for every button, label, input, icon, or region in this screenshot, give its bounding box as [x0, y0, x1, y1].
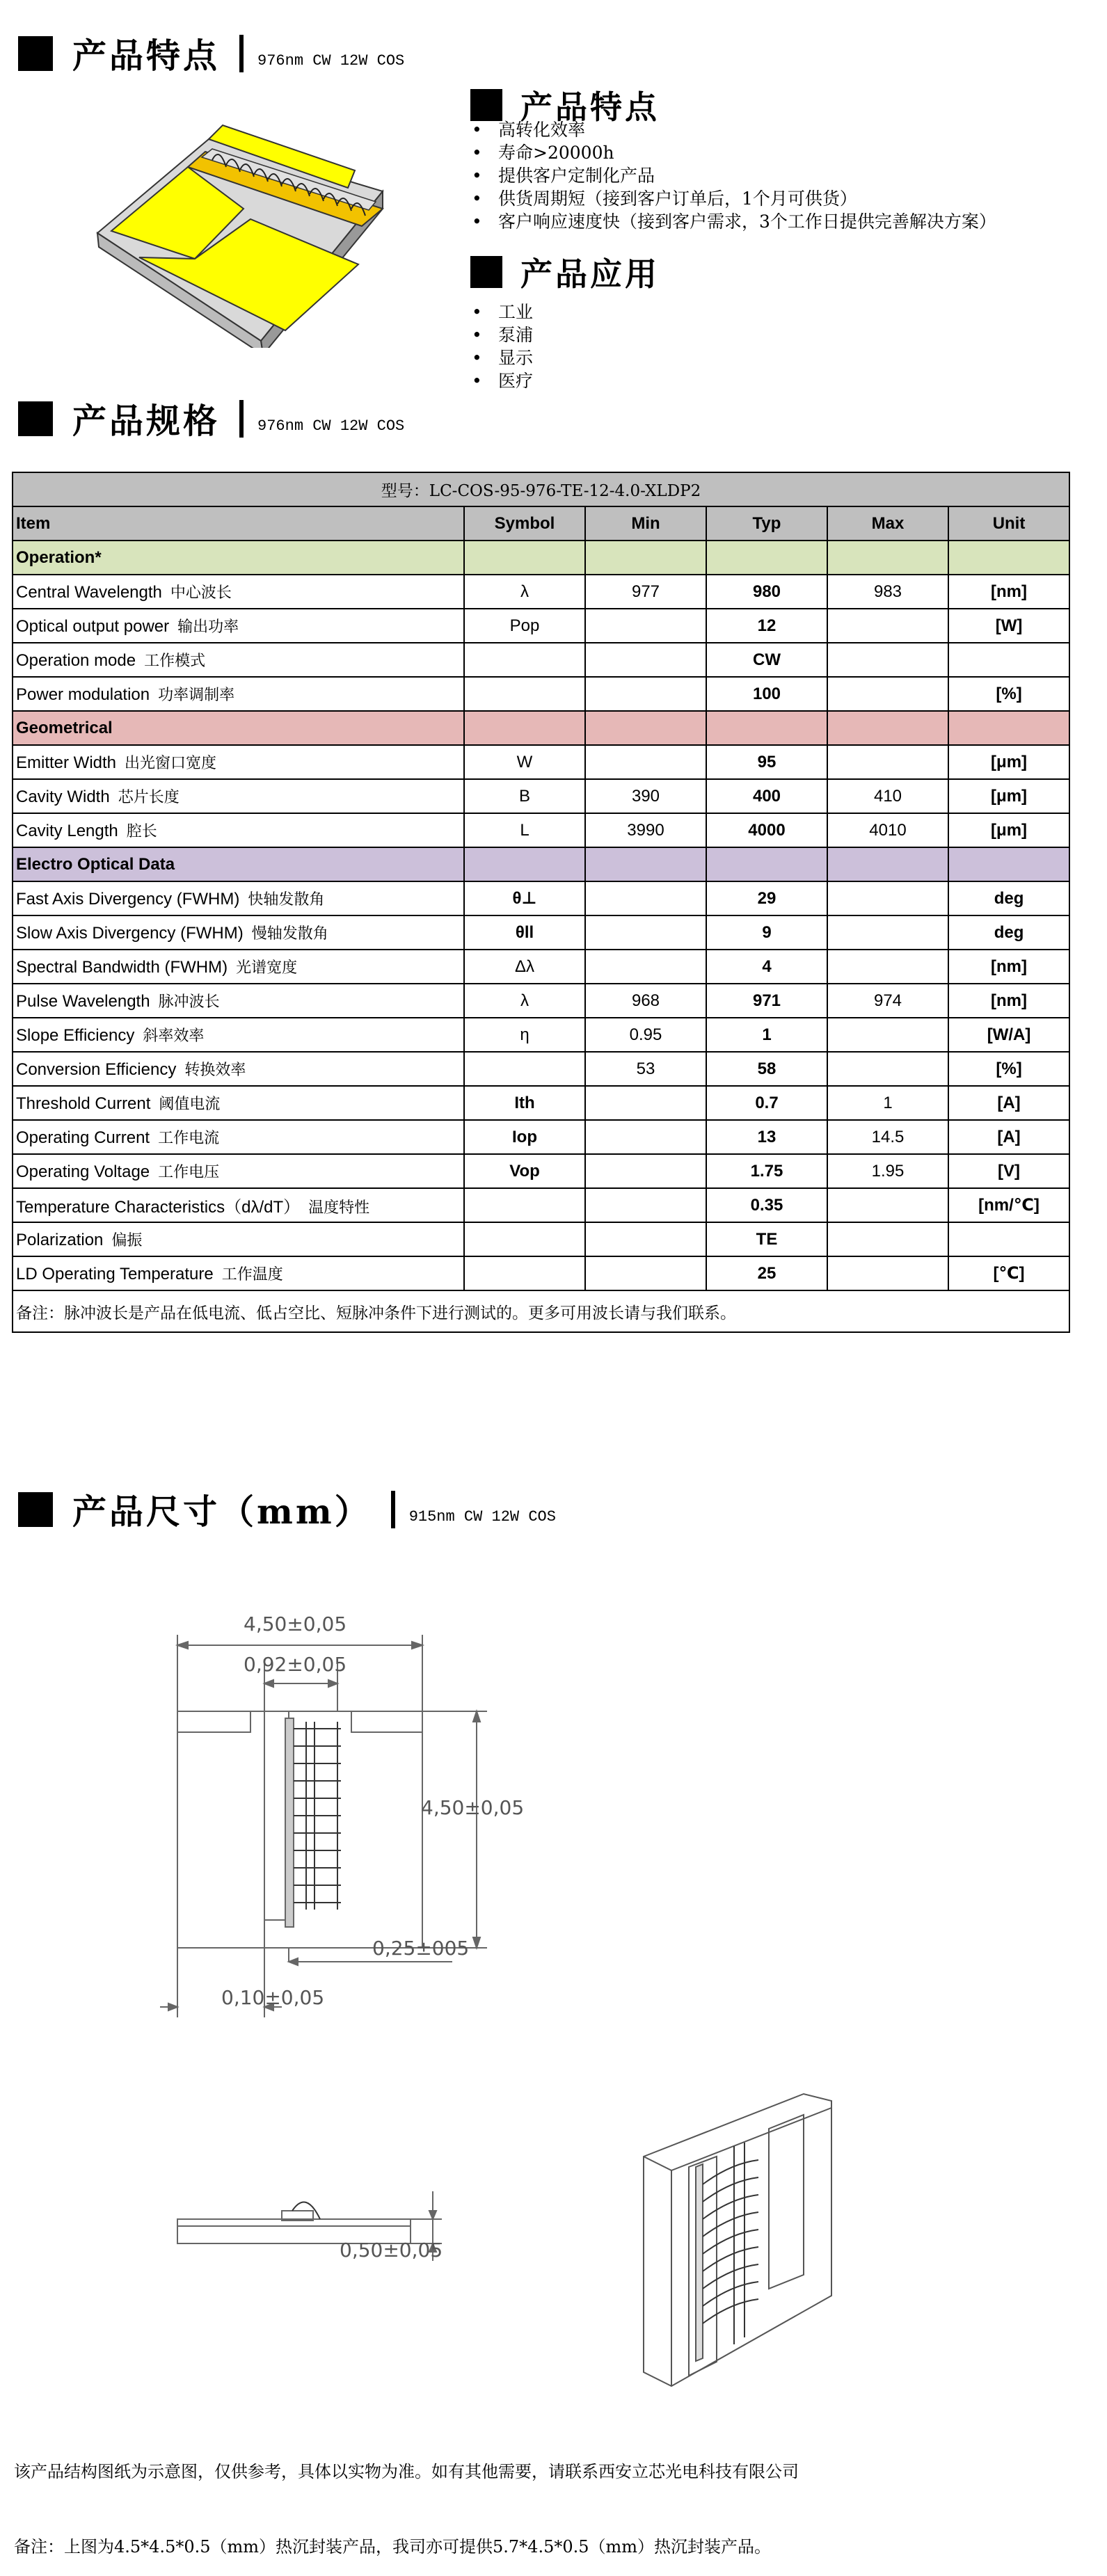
list-item: • 寿命>20000h [472, 143, 614, 163]
table-row: Threshold Current 阈值电流 Ith 0.7 1 [A] [13, 1086, 1069, 1120]
list-item: • 客户响应速度快（接到客户需求，3个工作日提供完善解决方案） [472, 211, 996, 232]
group-label: Operation* [13, 541, 464, 575]
table-row: Fast Axis Divergency (FWHM) 快轴发散角 θ⊥ 29 deg [13, 881, 1069, 915]
table-note-row [13, 1290, 1069, 1332]
list-item: • 医疗 [472, 371, 534, 391]
features-list [468, 118, 996, 233]
table-row: Operating Current 工作电流 Iop 13 14.5 [A] [13, 1120, 1069, 1154]
table-note: 备注：脉冲波长是产品在低电流、低占空比、短脉冲条件下进行测试的。更多可用波长请与我们联系。 [13, 1290, 1069, 1332]
table-row: Conversion Efficiency 转换效率 53 58 [%] [13, 1052, 1069, 1086]
list-item: • 显示 [472, 348, 534, 368]
table-row: Cavity Width 芯片长度 B 390 400 410 [μm] [13, 779, 1069, 813]
section-header-dimensions [18, 1489, 556, 1530]
section-subtitle: 915nm CW 12W COS [408, 1507, 556, 1526]
applications-list [468, 301, 533, 392]
column-header: Item [13, 506, 464, 541]
section-title: 产品规格 [72, 401, 221, 441]
column-header: Symbol [464, 506, 585, 541]
section-header-spec [18, 398, 404, 440]
square-bullet-icon [18, 1492, 53, 1527]
applications-header [470, 249, 660, 295]
divider [391, 1491, 395, 1528]
dim-height-label: 4,50±0,05 [421, 1796, 525, 1819]
table-row: Spectral Bandwidth (FWHM) 光谱宽度 Δλ 4 [nm] [13, 950, 1069, 984]
section-title: 产品特点 [72, 35, 221, 76]
dim-thickness-label: 0,50±0,05 [340, 2239, 443, 2262]
drawing-disclaimer: 该产品结构图纸为示意图，仅供参考，具体以实物为准。如有其他需要，请联系西安立芯光电科技有限公司 [14, 2462, 799, 2481]
dim-offset-label: 0,10±0,05 [221, 1986, 325, 2009]
section-subtitle: 976nm CW 12W COS [257, 417, 405, 435]
table-row: LD Operating Temperature 工作温度 25 [℃] [13, 1256, 1069, 1290]
table-row: Optical output power 输出功率 Pop 12 [W] [13, 609, 1069, 643]
divider [239, 400, 244, 438]
table-row: Operation mode 工作模式 CW [13, 643, 1069, 677]
table-row: Emitter Width 出光窗口宽度 W 95 [μm] [13, 745, 1069, 779]
column-header: Typ [706, 506, 827, 541]
column-header: Unit [948, 506, 1069, 541]
spec-table [12, 472, 1070, 1333]
column-header: Max [827, 506, 948, 541]
model-number: 型号：LC-COS-95-976-TE-12-4.0-XLDP2 [13, 472, 1069, 506]
table-row: Temperature Characteristics（dλ/dT） 温度特性 0.35 [nm/℃] [13, 1188, 1069, 1222]
applications-title: 产品应用 [520, 255, 660, 293]
list-item: • 泵浦 [472, 325, 534, 345]
table-row: Pulse Wavelength 脉冲波长 λ 968 971 974 [nm] [13, 984, 1069, 1018]
group-row-electro-optical [13, 847, 1069, 881]
table-row: Slow Axis Divergency (FWHM) 慢轴发散角 θll 9 deg [13, 915, 1069, 950]
table-row: Cavity Length 腔长 L 3990 4000 4010 [μm] [13, 813, 1069, 847]
list-item: • 高转化效率 [472, 120, 586, 140]
divider [239, 35, 244, 72]
section-title: 产品尺寸（mm） [72, 1491, 372, 1532]
table-row: Polarization 偏振 TE [13, 1222, 1069, 1256]
dim-edge-label: 0,25±005 [372, 1937, 470, 1960]
column-header: Min [585, 506, 706, 541]
square-bullet-icon [18, 401, 53, 436]
package-note: 备注：上图为4.5*4.5*0.5（mm）热沉封装产品，我司亦可提供5.7*4.5*0.5（mm）热沉封装产品。 [14, 2537, 772, 2557]
group-row-geometrical [13, 711, 1069, 745]
group-label: Electro Optical Data [13, 847, 464, 881]
section-subtitle: 976nm CW 12W COS [257, 51, 405, 70]
group-row-operation [13, 541, 1069, 575]
dim-inner-label: 0,92±0,05 [244, 1653, 347, 1676]
list-item: • 提供客户定制化产品 [472, 166, 655, 186]
isometric-drawing [630, 2080, 845, 2400]
list-item: • 供货周期短（接到客户订单后，1个月可供货） [472, 189, 857, 209]
product-image [83, 97, 397, 348]
table-row: Power modulation 功率调制率 100 [%] [13, 677, 1069, 711]
section-header-features [18, 33, 404, 74]
table-row: Slope Efficiency 斜率效率 η 0.95 1 [W/A] [13, 1018, 1069, 1052]
table-row: Operating Voltage 工作电压 Vop 1.75 1.95 [V] [13, 1154, 1069, 1188]
square-bullet-icon [18, 36, 53, 71]
features-title: 产品特点 [520, 88, 660, 126]
list-item: • 工业 [472, 302, 534, 322]
dim-width-label: 4,50±0,05 [244, 1613, 347, 1635]
table-row: Central Wavelength 中心波长 λ 977 980 983 [nm] [13, 575, 1069, 609]
table-header-row [13, 506, 1069, 541]
square-bullet-icon [470, 89, 502, 121]
group-label: Geometrical [13, 711, 464, 745]
square-bullet-icon [470, 256, 502, 288]
